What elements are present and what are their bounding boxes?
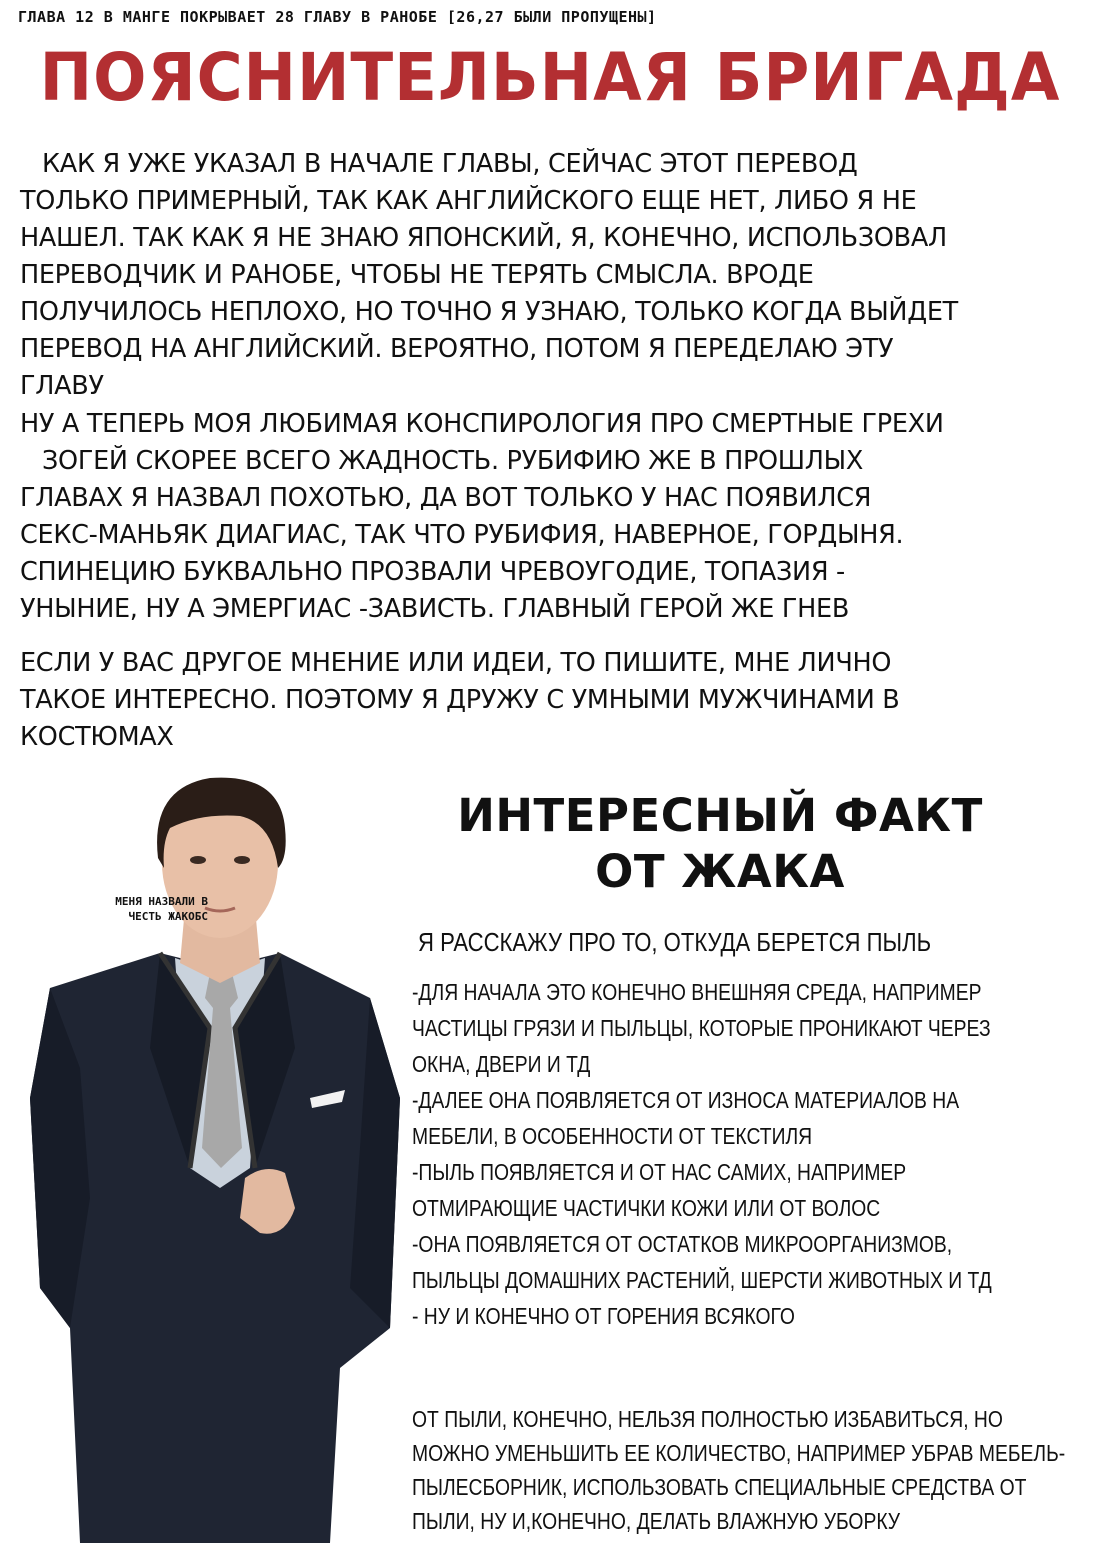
list-item: ПЫЛЬЦЫ ДОМАШНИХ РАСТЕНИЙ, ШЕРСТИ ЖИВОТНЫХ И ТД <box>412 1267 992 1293</box>
list-item: МЕБЕЛИ, В ОСОБЕННОСТИ ОТ ТЕКСТИЛЯ <box>412 1123 813 1149</box>
paragraph-sins-theory <box>20 406 1088 628</box>
text-line: ТАКОЕ ИНТЕРЕСНО. ПОЭТОМУ Я ДРУЖУ С УМНЫМИ МУЖЧИНАМИ В <box>20 685 900 715</box>
fact-list <box>412 974 992 1334</box>
text-line: ПЫЛЕСБОРНИК, ИСПОЛЬЗОВАТЬ СПЕЦИАЛЬНЫЕ СРЕДСТВА ОТ <box>412 1474 1027 1500</box>
man-in-suit-photo <box>10 768 430 1543</box>
fact-heading: ИНТЕРЕСНЫЙ ФАКТ ОТ ЖАКА <box>457 789 983 898</box>
text-line: КАК Я УЖЕ УКАЗАЛ В НАЧАЛЕ ГЛАВЫ, СЕЙЧАС ЭТОТ ПЕРЕВОД <box>42 149 858 179</box>
text-line: ГЛАВУ <box>20 371 104 401</box>
text-line: ПЕРЕВОДЧИК И РАНОБЕ, ЧТОБЫ НЕ ТЕРЯТЬ СМЫСЛА. ВРОДЕ <box>20 260 814 290</box>
text-line: ПЫЛИ, НУ И,КОНЕЧНО, ДЕЛАТЬ ВЛАЖНУЮ УБОРКУ <box>412 1508 901 1534</box>
list-item: -ОНА ПОЯВЛЯЕТСЯ ОТ ОСТАТКОВ МИКРООРГАНИЗМОВ, <box>412 1231 953 1257</box>
list-item: -ДАЛЕЕ ОНА ПОЯВЛЯЕТСЯ ОТ ИЗНОСА МАТЕРИАЛОВ НА <box>412 1087 960 1113</box>
text-line: ЗОГЕЙ СКОРЕЕ ВСЕГО ЖАДНОСТЬ. РУБИФИЮ ЖЕ В ПРОШЛЫХ <box>42 446 864 476</box>
list-item: ЧАСТИЦЫ ГРЯЗИ И ПЫЛЬЦЫ, КОТОРЫЕ ПРОНИКАЮТ ЧЕРЕЗ <box>412 1015 991 1041</box>
paragraph-invite-comments <box>20 645 1088 756</box>
photo-caption: МЕНЯ НАЗВАЛИ В ЧЕСТЬ ЖАКОБС <box>115 895 208 923</box>
chapter-note: ГЛАВА 12 В МАНГЕ ПОКРЫВАЕТ 28 ГЛАВУ В РАНОБЕ [26,27 БЫЛИ ПРОПУЩЕНЫ] <box>18 8 657 26</box>
text-line: ОТ ПЫЛИ, КОНЕЧНО, НЕЛЬЗЯ ПОЛНОСТЬЮ ИЗБАВИТЬСЯ, НО <box>412 1406 1003 1432</box>
list-item: ОТМИРАЮЩИЕ ЧАСТИЧКИ КОЖИ ИЛИ ОТ ВОЛОС <box>412 1195 881 1221</box>
list-item: ОКНА, ДВЕРИ И ТД <box>412 1051 591 1077</box>
list-item: - НУ И КОНЕЧНО ОТ ГОРЕНИЯ ВСЯКОГО <box>412 1303 795 1329</box>
text-line: НАШЕЛ. ТАК КАК Я НЕ ЗНАЮ ЯПОНСКИЙ, Я, КОНЕЧНО, ИСПОЛЬЗОВАЛ <box>20 223 947 253</box>
text-line: ГЛАВАХ Я НАЗВАЛ ПОХОТЬЮ, ДА ВОТ ТОЛЬКО У НАС ПОЯВИЛСЯ <box>20 483 872 513</box>
fact-subtitle: Я РАССКАЖУ ПРО ТО, ОТКУДА БЕРЕТСЯ ПЫЛЬ <box>418 927 932 957</box>
paragraph-translation-note <box>20 146 1088 405</box>
text-line: КОСТЮМАХ <box>20 722 174 752</box>
text-line: УНЫНИЕ, НУ А ЭМЕРГИАС -ЗАВИСТЬ. ГЛАВНЫЙ ГЕРОЙ ЖЕ ГНЕВ <box>20 594 850 624</box>
text-line: СЕКС-МАНЬЯК ДИАГИАС, ТАК ЧТО РУБИФИЯ, НАВЕРНОЕ, ГОРДЫНЯ. <box>20 520 904 550</box>
page-title: ПОЯСНИТЕЛЬНАЯ БРИГАДА <box>39 39 1061 116</box>
text-line: ЕСЛИ У ВАС ДРУГОЕ МНЕНИЕ ИЛИ ИДЕИ, ТО ПИШИТЕ, МНЕ ЛИЧНО <box>20 648 892 678</box>
text-line: ПЕРЕВОД НА АНГЛИЙСКИЙ. ВЕРОЯТНО, ПОТОМ Я ПЕРЕДЕЛАЮ ЭТУ <box>20 334 894 364</box>
text-line: ТОЛЬКО ПРИМЕРНЫЙ, ТАК КАК АНГЛИЙСКОГО ЕЩЕ НЕТ, ЛИБО Я НЕ <box>20 186 917 216</box>
fact-conclusion <box>412 1402 1066 1538</box>
text-line: МОЖНО УМЕНЬШИТЬ ЕЕ КОЛИЧЕСТВО, НАПРИМЕР УБРАВ МЕБЕЛЬ- <box>412 1440 1066 1466</box>
list-item: -ДЛЯ НАЧАЛА ЭТО КОНЕЧНО ВНЕШНЯЯ СРЕДА, НАПРИМЕР <box>412 979 982 1005</box>
text-line: НУ А ТЕПЕРЬ МОЯ ЛЮБИМАЯ КОНСПИРОЛОГИЯ ПРО СМЕРТНЫЕ ГРЕХИ <box>20 409 944 439</box>
text-line: СПИНЕЦИЮ БУКВАЛЬНО ПРОЗВАЛИ ЧРЕВОУГОДИЕ, ТОПАЗИЯ - <box>20 557 845 587</box>
list-item: -ПЫЛЬ ПОЯВЛЯЕТСЯ И ОТ НАС САМИХ, НАПРИМЕР <box>412 1159 907 1185</box>
text-line: ПОЛУЧИЛОСЬ НЕПЛОХО, НО ТОЧНО Я УЗНАЮ, ТОЛЬКО КОГДА ВЫЙДЕТ <box>20 297 958 327</box>
